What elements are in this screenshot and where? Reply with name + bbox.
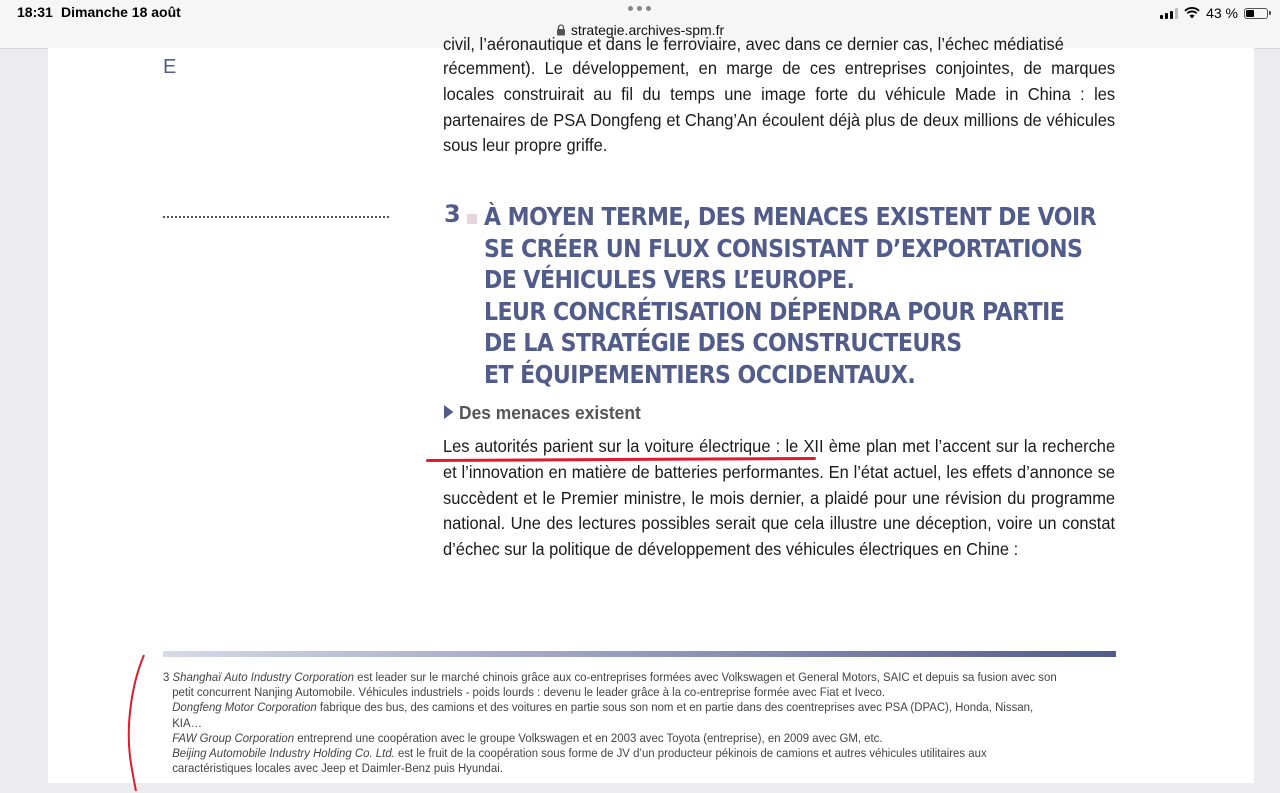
battery-icon [1244,8,1268,19]
footnote-line: KIA… [172,715,202,730]
battery-percent: 43 % [1206,5,1238,21]
footnote-org: Shanghaï Auto Industry Corporation [172,670,354,684]
section-heading [484,201,1132,390]
footnote-line: petit concurrent Nanjing Automobile. Véhicules industriels - poids lourds : devenu le leader grâce à la co-entreprise formée avec Fiat et Iveco. [172,685,886,700]
section-number: 3 [444,200,461,228]
footnote-org: Dongfeng Motor Corporation [172,700,317,715]
multitasking-dots-icon[interactable] [628,6,651,11]
status-indicators [1160,5,1268,21]
url-text: strategie.archives-spm.fr [570,22,725,38]
footnote-text: est leader sur le marché chinois grâce aux co-entreprises formées avec Volkswagen et General Motors, SAIC et depuis sa fusion avec son [353,670,1057,684]
paragraph-1 [443,56,1115,159]
heading-line: SE CRÉER UN FLUX CONSISTANT D’EXPORTATIONS [484,233,1083,263]
status-time: 18:31 [17,4,53,20]
heading-line: DE LA STRATÉGIE DES CONSTRUCTEURS [484,328,962,357]
footnote-line [163,731,1120,746]
side-letter: E [163,56,177,78]
status-date: Dimanche 18 août [61,4,181,20]
paragraph-1-text: récemment). Le développement, en marge de ces entreprises conjointes, de marques locales construirait au fil du temps une image forte du véhicule Made in China : les partenaires de PSA Dongfeng et Chang’An écoulent déjà plus de deux millions de véhicules sous leur propre griffe. [443,58,1116,156]
heading-line: À MOYEN TERME, DES MENACES EXISTENT DE VOIR [484,202,1097,231]
subheading [444,402,641,424]
section-square-icon [467,214,477,224]
triangle-bullet-icon [444,405,453,419]
footnote-text: fabrique des bus, des camions et des voitures en partie sous son nom et en partie dans des coentreprises avec PSA (DPAC), Honda, Nissan, [316,700,1034,715]
footnote-line [163,746,1120,761]
footnote-text: entreprend une coopération avec le groupe Volkswagen et en 2003 avec Toyota (entreprise), en 2009 avec GM, etc. [294,730,883,745]
heading-line: ET ÉQUIPEMENTIERS OCCIDENTAUX. [484,359,916,389]
footnote-rule [163,651,1116,657]
dotted-divider [163,216,389,218]
document-page[interactable] [48,34,1254,783]
signal-icon [1160,8,1178,19]
footnote-line [163,670,1120,685]
footnote-org: FAW Group Corporation [172,730,295,745]
red-bracket-annotation [118,653,158,793]
footnotes [163,670,1120,776]
clipped-text-line: civil, l’aéronautique et dans le ferroviaire, avec dans ce dernier cas, l’échec médiatisé [443,34,1064,54]
heading-line: LEUR CONCRÉTISATION DÉPENDRA POUR PARTIE [484,296,1065,326]
subheading-text: Des menaces existent [459,402,641,423]
wifi-icon [1184,7,1200,19]
footnote-text: est le fruit de la coopération sous forme de JV d’un producteur pékinois de camions et autres véhicules utilitaires aux [394,746,987,761]
heading-line: DE VÉHICULES VERS L’EUROPE. [484,265,855,294]
paragraph-2 [443,434,1115,563]
footnote-line: caractéristiques locales avec Jeep et Daimler-Benz puis Hyundai. [172,761,503,776]
paragraph-2-text: Les autorités parient sur la voiture électrique : le XII ème plan met l’accent sur la recherche et l’innovation en matière de batteries performantes. En l’état actuel, les effets d’annonce se succèdent et le Premier ministre, le mois dernier, a plaidé pour une révision du programme national. Une des lectures possibles serait que cela illustre une déception, voire un constat d’échec sur la politique de développement des véhicules électriques en Chine : [443,436,1116,560]
footnote-line [163,700,1120,715]
footnote-org: Beijing Automobile Industry Holding Co. Ltd. [172,746,395,761]
footnote-number: 3 [163,670,170,684]
